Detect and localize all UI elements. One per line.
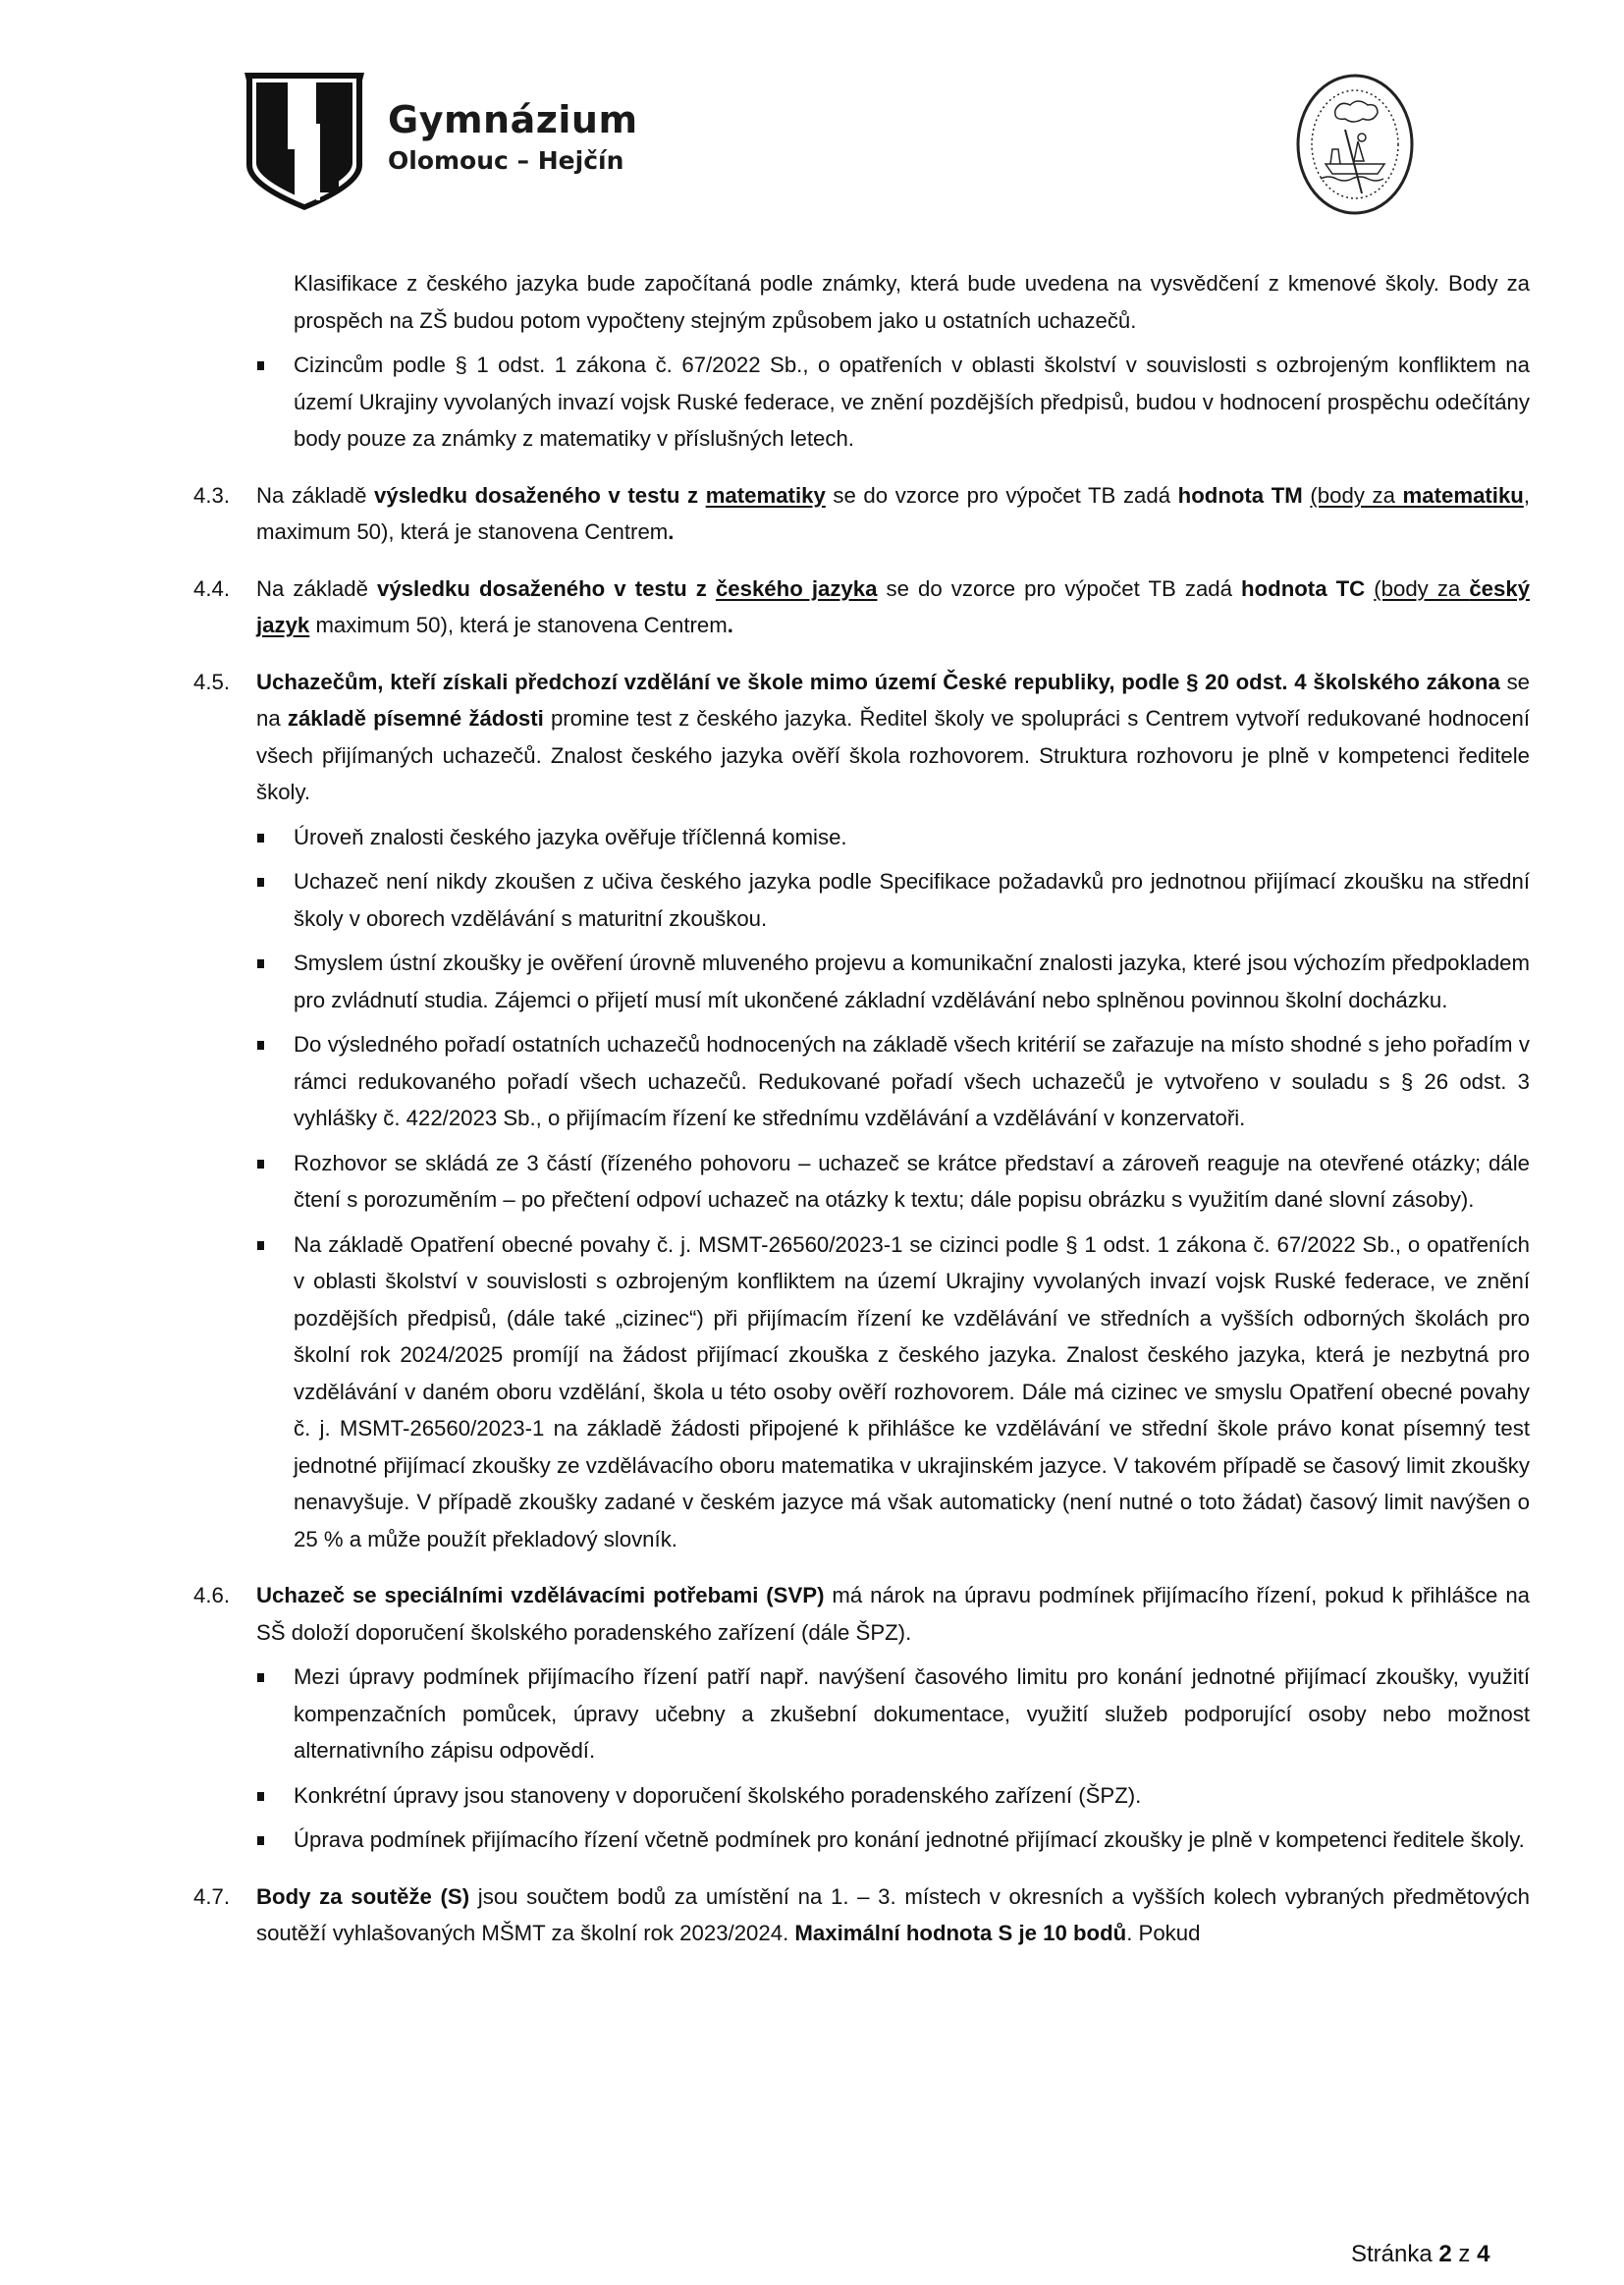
village-seal-icon bbox=[1291, 71, 1419, 218]
bold-span: Body za soutěže (S) bbox=[256, 1883, 470, 1909]
section-text bbox=[256, 477, 1530, 551]
text-span bbox=[1365, 576, 1374, 601]
section-text bbox=[256, 664, 1530, 811]
list-item-text: Úroveň znalosti českého jazyka ověřuje tříčlenná komise. bbox=[294, 824, 847, 849]
bold-span: Maximální hodnota S je 10 bodů bbox=[794, 1921, 1127, 1945]
list-item bbox=[0, 863, 1624, 937]
section-4-4 bbox=[0, 571, 1624, 644]
bold-underline-span: matematiky bbox=[705, 482, 826, 508]
bold-underline-span: českého jazyka bbox=[715, 575, 878, 601]
text-span: se na bbox=[256, 669, 1530, 731]
school-logo-shield-icon bbox=[241, 67, 368, 214]
bullet-icon bbox=[257, 1792, 264, 1801]
section-4-7 bbox=[0, 1878, 1624, 1952]
page-label: Stránka bbox=[1351, 2241, 1439, 2267]
list-item bbox=[0, 347, 1624, 458]
list-item bbox=[0, 1777, 1624, 1815]
bullet-icon bbox=[257, 1836, 264, 1845]
bold-span: výsledku dosaženého v testu z bbox=[374, 482, 706, 508]
list-item bbox=[0, 1822, 1624, 1859]
underline-span: (body za bbox=[1374, 575, 1470, 601]
list-item bbox=[0, 1659, 1624, 1769]
bullet-icon bbox=[257, 834, 264, 843]
school-location: Olomouc – Hejčín bbox=[388, 146, 624, 175]
document-body bbox=[0, 265, 1624, 1952]
list-item-text: Konkrétní úpravy jsou stanoveny v doporučení školského poradenského zařízení (ŠPZ). bbox=[294, 1782, 1142, 1808]
bold-underline-span: matematiku bbox=[1402, 482, 1524, 508]
bold-span: Uchazečům, kteří získali předchozí vzdělání ve škole mimo území České republiky, podle § 20 odst. 4 školského zákona bbox=[256, 669, 1500, 694]
list-item-text: Na základě Opatření obecné povahy č. j. MSMT-26560/2023-1 se cizinci podle § 1 odst. 1 zákona č. 67/2022 Sb., o opatřeních v oblasti školství v souvislosti s ozbrojeným konfliktem na území Ukrajiny vyvolaných invazí vojsk Ruské federace, ve znění pozdějších předpisů, (dále také „cizinec“) při přijímacím řízení ke vzdělávání ve středních a vyšších odborných školách pro školní rok 2024/2025 promíjí na žádost přijímací zkouška z českého jazyka. Znalost českého jazyka, která je nezbytná pro vzdělávání v daném oboru vzdělání, škola u této osoby ověří rozhovorem. Dále má cizinec ve smyslu Opatření obecné povahy č. j. MSMT-26560/2023-1 na základě žádosti připojené k přihlášce ke vzdělávání ve střední škole právo konat písemný test jednotné přijímací zkoušky ze vzdělávacího oboru matematika v ukrajinském jazyce. V takovém případě se časový limit zkoušky nenavyšuje. V případě zkoušky zadané v českém jazyce má však automaticky (není nutné o toto žádat) časový limit navýšen o 25 % a může použít překladový slovník. bbox=[294, 1231, 1530, 1551]
page-header bbox=[0, 0, 1624, 245]
section-text bbox=[256, 571, 1530, 644]
section-4-5 bbox=[0, 664, 1624, 811]
list-item bbox=[0, 1145, 1624, 1219]
bold-underline-span: český jazyk bbox=[256, 575, 1531, 637]
list-item bbox=[0, 1226, 1624, 1558]
bullet-icon bbox=[257, 878, 264, 887]
section-4-3 bbox=[0, 477, 1624, 551]
school-logo-text bbox=[388, 98, 638, 179]
text-span: Na základě bbox=[256, 482, 375, 508]
bullet-icon bbox=[257, 959, 264, 968]
bold-span: výsledku dosaženého v testu z bbox=[376, 575, 716, 601]
list-item bbox=[0, 945, 1624, 1018]
bullet-icon bbox=[257, 1041, 264, 1050]
bullet-icon bbox=[257, 361, 264, 370]
continued-paragraph: Klasifikace z českého jazyka bude započítaná podle známky, která bude uvedena na vysvědčení z kmenové školy. Body za prospěch na ZŠ budou potom vypočteny stejným způsobem jako u ostatních uchazečů. bbox=[294, 271, 1530, 333]
text-span: se do vzorce pro výpočet TB zadá bbox=[877, 575, 1242, 601]
list-item-text: Úprava podmínek přijímacího řízení včetně podmínek pro konání jednotné přijímací zkoušky je plně v kompetenci ředitele školy. bbox=[294, 1827, 1525, 1852]
text-span: jsou součtem bodů za umístění na 1. – 3. místech v okresních a vyšších kolech vybraných předmětových soutěží vyhlašovaných MŠMT za školní rok 2023/2024. bbox=[256, 1883, 1530, 1945]
page-number bbox=[1351, 2241, 1489, 2268]
school-name: Gymnázium bbox=[388, 98, 638, 141]
page-total: 4 bbox=[1477, 2241, 1490, 2267]
list-item-text: Mezi úpravy podmínek přijímacího řízení patří např. navýšení časového limitu pro konání jednotné přijímací zkoušky, využití kompenzačních pomůcek, úpravy učebny a zkušební dokumentace, využití služeb podporující osoby nebo možnost alternativního zápisu odpovědí. bbox=[294, 1664, 1530, 1763]
bullet-icon bbox=[257, 1241, 264, 1250]
section-text bbox=[256, 1577, 1530, 1651]
list-item bbox=[0, 819, 1624, 856]
text-span: maximum 50), která je stanovena Centrem bbox=[309, 613, 728, 637]
section-number: 4.4. bbox=[193, 575, 231, 601]
bold-span: hodnota TM bbox=[1177, 482, 1303, 508]
bold-span: hodnota TC bbox=[1241, 575, 1366, 601]
text-span: promine test z českého jazyka. Ředitel školy ve spolupráci s Centrem vytvoří redukované hodnocení všech přijímaných uchazečů. Znalost českého jazyka ověří škola rozhovorem. Struktura rozhovoru je plně v kompetenci ředitele školy. bbox=[256, 706, 1530, 804]
text-span: . Pokud bbox=[1126, 1921, 1201, 1945]
section-number: 4.6. bbox=[193, 1583, 231, 1607]
page-of: z bbox=[1451, 2241, 1478, 2267]
bold-span: . bbox=[668, 519, 675, 544]
page-current: 2 bbox=[1438, 2241, 1452, 2267]
list-item-text: Smyslem ústní zkoušky je ověření úrovně mluveného projevu a komunikační znalosti jazyka, které jsou výchozím předpokladem pro zvládnutí studia. Zájemci o přijetí musí mít ukončené základní vzdělávání nebo splněnou povinnou školní docházku. bbox=[294, 951, 1530, 1012]
bold-span: základě písemné žádosti bbox=[287, 706, 544, 731]
underline-span: (body za bbox=[1310, 482, 1403, 508]
list-item-text: Cizincům podle § 1 odst. 1 zákona č. 67/2022 Sb., o opatřeních v oblasti školství v souvislosti s ozbrojeným konfliktem na území Ukrajiny vyvolaných invazí vojsk Ruské federace, ve znění pozdějších předpisů, budou v hodnocení prospěchu odečítány body pouze za známky z matematiky v příslušných letech. bbox=[294, 353, 1530, 451]
text-span: Na základě bbox=[256, 575, 377, 601]
list-item-text: Rozhovor se skládá ze 3 částí (řízeného pohovoru – uchazeč se krátce představí a zároveň reaguje na otevřené otázky; dále čtení s porozuměním – po přečtení odpoví uchazeč na otázky k textu; dále popisu obrázku s využitím dané slovní zásoby). bbox=[294, 1150, 1530, 1212]
list-item-text: Do výsledného pořadí ostatních uchazečů hodnocených na základě všech kritérií se zařazuje na místo shodné s jeho pořadím v rámci redukovaného pořadí všech uchazečů. Redukované pořadí všech uchazečů je vytvořeno v souladu s § 26 odst. 3 vyhlášky č. 422/2023 Sb., o přijímacím řízení ke střednímu vzdělávání a vzdělávání v konzervatoři. bbox=[294, 1032, 1530, 1130]
bold-span: Uchazeč se speciálními vzdělávacími potřebami (SVP) bbox=[256, 1583, 825, 1607]
list-item-text: Uchazeč není nikdy zkoušen z učiva českého jazyka podle Specifikace požadavků pro jednotnou přijímací zkoušku na střední školy v oborech vzdělávání s maturitní zkouškou. bbox=[294, 869, 1530, 931]
section-text bbox=[256, 1878, 1530, 1952]
bullet-icon bbox=[257, 1673, 264, 1682]
list-item bbox=[0, 1026, 1624, 1137]
text-span: má nárok na úpravu podmínek přijímacího řízení, pokud k přihlášce na SŠ doloží doporučení školského poradenského zařízení (dále ŠPZ). bbox=[256, 1583, 1530, 1645]
section-number: 4.3. bbox=[193, 482, 231, 508]
bold-span: . bbox=[727, 613, 733, 637]
section-4-6 bbox=[0, 1577, 1624, 1651]
section-number: 4.7. bbox=[193, 1883, 231, 1909]
text-span: , maximum 50), která je stanovena Centrem bbox=[256, 482, 1531, 544]
text-span: se do vzorce pro výpočet TB zadá bbox=[825, 482, 1178, 508]
bullet-icon bbox=[257, 1160, 264, 1169]
section-number: 4.5. bbox=[193, 669, 231, 694]
